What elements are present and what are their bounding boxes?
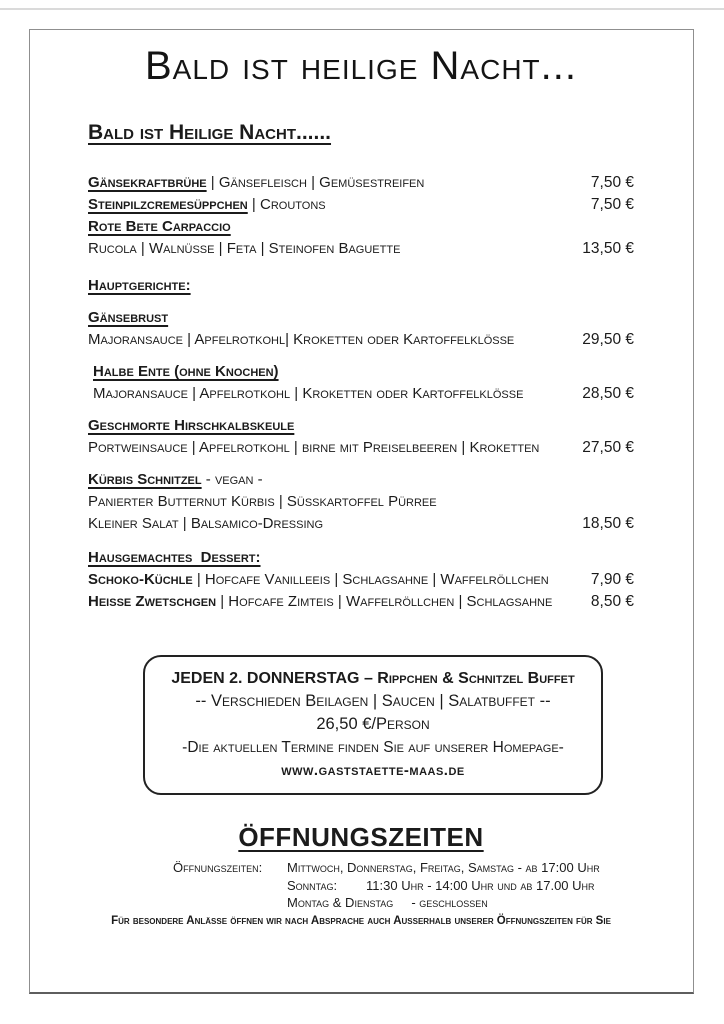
item-price: 7,50 € [590, 196, 634, 213]
promo-website: www.gaststaette-maas.de [281, 762, 465, 779]
promo-box [143, 655, 603, 795]
dish-title: Geschmorte Hirschkalbskeule [88, 417, 295, 434]
starters-section [88, 172, 634, 260]
item-name: Schoko-Küchle [88, 571, 193, 588]
dish-kuerbis-schnitzel [88, 469, 634, 535]
promo-price: 26,50 €/Person [316, 715, 430, 733]
promo-sides: -- Verschieden Beilagen | Saucen | Salatbuffet -- [195, 692, 551, 710]
scan-artifact-line [0, 8, 724, 10]
dish-detail: Panierter Butternut Kürbis | Süßkartoffel Pürree [88, 493, 437, 510]
dish-price: 28,50 € [582, 385, 634, 402]
hours-row: Sonntag: 11:30 Uhr - 14:00 Uhr und ab 17.00 Uhr [287, 877, 595, 893]
promo-note: -Die aktuellen Termine finden Sie auf unserer Homepage- [182, 739, 564, 756]
item-price: 7,50 € [590, 174, 634, 191]
item-detail: | Hofcafe Zimteis | Waffelröllchen | Schlagsahne [216, 593, 553, 610]
dish-detail: Majoransauce | Apfelrotkohl| Kroketten oder Kartoffelklöße [88, 331, 515, 348]
opening-hours-label: Öffnungszeiten: [173, 860, 263, 875]
dish-detail: Portweinsauce | Apfelrotkohl | birne mit Preiselbeeren | Kroketten [88, 439, 540, 456]
dish-title: Kürbis Schnitzel [88, 471, 202, 488]
menu-section-title-text: Bald ist Heilige Nacht...... [88, 121, 332, 144]
dish-detail: Kleiner Salat | Balsamico-Dressing [88, 515, 324, 532]
dessert-item-row [88, 591, 634, 613]
hours-row: Mittwoch, Donnerstag, Freitag, Samstag - ab 17:00 Uhr [287, 860, 600, 875]
item-name: Steinpilzcremesüppchen [88, 196, 248, 213]
dish-price: 29,50 € [582, 331, 634, 348]
mains-heading: Hauptgerichte: [88, 277, 191, 294]
dish-title: Halbe Ente (ohne Knochen) [93, 363, 279, 380]
dish-title-suffix: - vegan - [201, 471, 263, 488]
dish-gaensebrust [88, 307, 634, 351]
menu-item-row [88, 194, 634, 216]
item-price: 7,90 € [590, 571, 634, 588]
dish-title: Gänsebrust [88, 309, 169, 326]
dish-halbe-ente [88, 361, 634, 405]
special-occasions-note: Für besondere Anlässe öffnen wir nach Absprache auch Außerhalb unserer Öffnungszeiten für Sie [111, 914, 611, 927]
hours-row: Montag & Dienstag - geschlossen [287, 895, 488, 910]
promo-title: JEDEN 2. DONNERSTAG – Rippchen & Schnitzel Buffet [171, 670, 575, 687]
menu-section-title [88, 121, 634, 145]
item-name: Rote Bete Carpaccio [88, 218, 231, 235]
opening-hours-heading: ÖFFNUNGSZEITEN [238, 822, 484, 852]
menu-item-row [88, 238, 634, 260]
dish-hirschkalbskeule [88, 415, 634, 459]
menu-item-row [88, 216, 634, 238]
dessert-item-row [88, 569, 634, 591]
item-price: 8,50 € [590, 593, 634, 610]
item-detail: | Gänsefleisch | Gemüsestreifen [206, 174, 425, 191]
opening-hours [173, 859, 634, 912]
menu-item-row [88, 172, 634, 194]
item-name: Heiße Zwetschgen [88, 593, 217, 610]
item-detail: Rucola | Walnüsse | Feta | Steinofen Baguette [88, 240, 401, 257]
item-name: Gänsekraftbrühe [88, 174, 207, 191]
menu-content [30, 41, 693, 927]
dish-detail: Majoransauce | Apfelrotkohl | Kroketten oder Kartoffelklöße [93, 385, 524, 402]
dish-price: 27,50 € [582, 439, 634, 456]
menu-page [29, 29, 694, 994]
dessert-heading: Hausgemachtes Dessert: [88, 549, 261, 566]
item-detail: | Hofcafe Vanilleeis | Schlagsahne | Waffelröllchen [192, 571, 549, 588]
item-detail: | Croutons [247, 196, 326, 213]
page-title: Bald ist heilige Nacht... [145, 44, 577, 88]
dish-price: 18,50 € [582, 515, 634, 532]
item-price: 13,50 € [582, 240, 634, 257]
